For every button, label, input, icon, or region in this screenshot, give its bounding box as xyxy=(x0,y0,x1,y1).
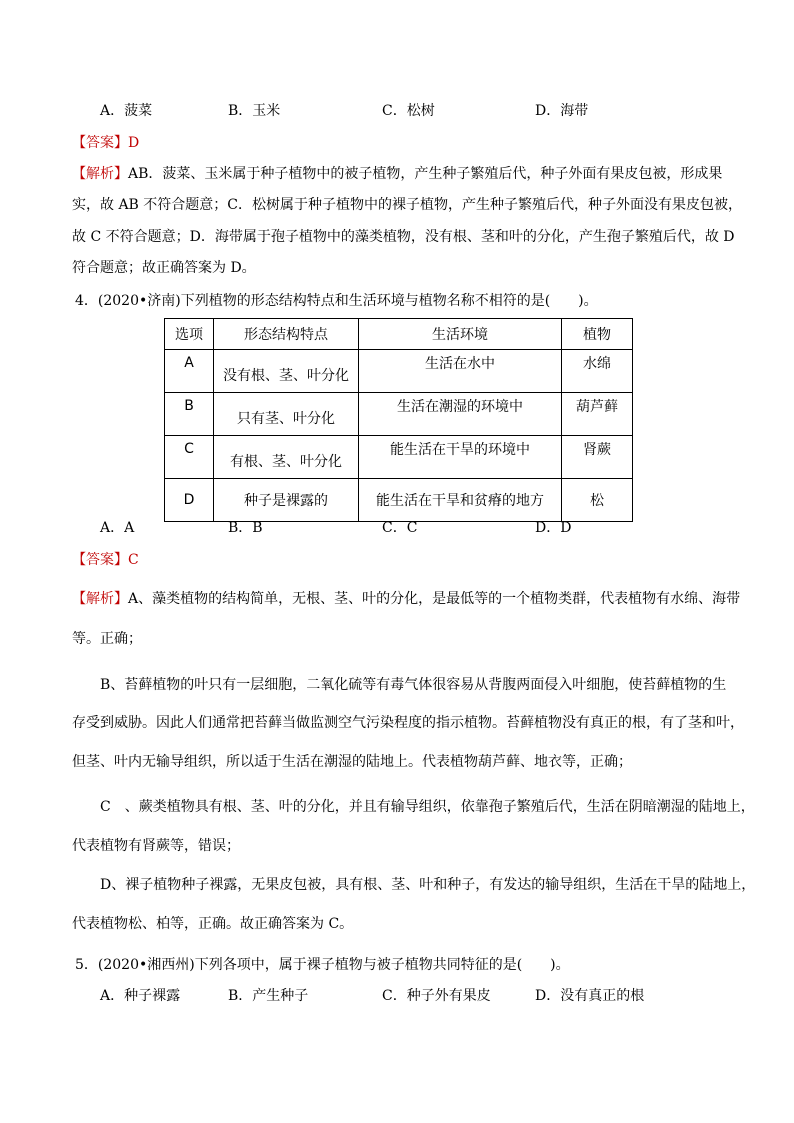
q3-option-c: C．松树 xyxy=(382,103,435,119)
table-cell: D xyxy=(165,479,214,522)
q5-option-d: D．没有真正的根 xyxy=(535,988,645,1004)
q4-answer xyxy=(72,550,139,570)
q4-option-d: D．D xyxy=(535,520,572,536)
table-cell: 生活在潮湿的环境中 xyxy=(359,393,562,436)
q4-analysis-line-2: 等。正确； xyxy=(72,631,142,647)
q5-stem: 5．(2020•湘西州)下列各项中，属于裸子植物与被子植物共同特征的是( )。 xyxy=(75,957,570,973)
q4-option-c: C．C xyxy=(382,520,418,536)
answer-tag: 【答案】 xyxy=(72,135,128,151)
table-cell: 肾蕨 xyxy=(562,436,633,479)
q3-option-a: A．菠菜 xyxy=(100,103,153,119)
q3-option-b: B．玉米 xyxy=(228,103,281,119)
table-header-cell: 植物 xyxy=(562,319,633,350)
table-cell: 只有茎、叶分化 xyxy=(214,393,359,436)
table-cell: B xyxy=(165,393,214,436)
q3-answer xyxy=(72,133,139,153)
q4-analysis-line-3: B、苔藓植物的叶只有一层细胞，二氧化硫等有毒气体很容易从背腹两面侵入叶细胞，使苔藓植物的生 xyxy=(100,677,727,693)
table-cell: 能生活在干旱的环境中 xyxy=(359,436,562,479)
table-cell: 葫芦藓 xyxy=(562,393,633,436)
table-row xyxy=(165,436,633,479)
q4-analysis-line-9: 代表植物松、柏等，正确。故正确答案为 C。 xyxy=(72,916,354,932)
table-cell: 有根、茎、叶分化 xyxy=(214,436,359,479)
q4-option-b: B．B xyxy=(228,520,263,536)
table-row xyxy=(165,479,633,522)
q4-analysis-line-7: 代表植物有肾蕨等，错误； xyxy=(72,838,240,854)
q3-analysis-line-2: 实，故 AB 不符合题意；C．松树属于种子植物中的裸子植物，产生种子繁殖后代，种子外面没有果皮包被， xyxy=(72,197,743,213)
table-cell: C xyxy=(165,436,214,479)
analysis-text: AB．菠菜、玉米属于种子植物中的被子植物，产生种子繁殖后代，种子外面有果皮包被，形成果 xyxy=(128,166,723,182)
analysis-tag: 【解析】 xyxy=(72,166,128,182)
q3-analysis-line-3: 故 C 不符合题意；D．海带属于孢子植物中的藻类植物，没有根、茎和叶的分化，产生孢子繁殖后代，故 D xyxy=(72,229,735,245)
table-header-cell: 选项 xyxy=(165,319,214,350)
q3-analysis-line-4: 符合题意；故正确答案为 D。 xyxy=(72,260,256,276)
q4-option-a: A．A xyxy=(100,520,135,536)
table-cell: 松 xyxy=(562,479,633,522)
table-row xyxy=(165,350,633,393)
q3-option-d: D．海带 xyxy=(535,103,589,119)
analysis-text: A、藻类植物的结构简单，无根、茎、叶的分化，是最低等的一个植物类群，代表植物有水绵、海带 xyxy=(128,591,741,607)
table-cell: 水绵 xyxy=(562,350,633,393)
answer-value: C xyxy=(128,552,139,568)
q4-analysis-line-4: 存受到威胁。因此人们通常把苔藓当做监测空气污染程度的指示植物。苔藓植物没有真正的根，有了茎和叶， xyxy=(72,715,744,731)
q4-analysis-line-1 xyxy=(72,589,740,609)
q4-analysis-line-6: C 、蕨类植物具有根、茎、叶的分化，并且有输导组织，依靠孢子繁殖后代，生活在阴暗潮湿的陆地上， xyxy=(100,799,755,815)
q4-table xyxy=(164,318,633,522)
answer-value: D xyxy=(128,135,140,151)
q4-analysis-line-8: D、裸子植物种子裸露，无果皮包被，具有根、茎、叶和种子，有发达的输导组织，生活在干旱的陆地上， xyxy=(100,877,756,893)
q5-option-b: B．产生种子 xyxy=(228,988,309,1004)
table-cell: 种子是裸露的 xyxy=(214,479,359,522)
table-cell: A xyxy=(165,350,214,393)
table-cell: 能生活在干旱和贫瘠的地方 xyxy=(359,479,562,522)
table-header-row xyxy=(165,319,633,350)
table-cell: 生活在水中 xyxy=(359,350,562,393)
q5-option-a: A．种子裸露 xyxy=(100,988,181,1004)
table-row xyxy=(165,393,633,436)
q4-stem: 4．(2020•济南)下列植物的形态结构特点和生活环境与植物名称不相符的是( )。 xyxy=(75,293,598,309)
table-header-cell: 形态结构特点 xyxy=(214,319,359,350)
analysis-tag: 【解析】 xyxy=(72,591,128,607)
answer-tag: 【答案】 xyxy=(72,552,128,568)
table-cell: 没有根、茎、叶分化 xyxy=(214,350,359,393)
q5-option-c: C．种子外有果皮 xyxy=(382,988,491,1004)
q3-analysis-line-1 xyxy=(72,164,722,184)
q4-analysis-line-5: 但茎、叶内无输导组织，所以适于生活在潮湿的陆地上。代表植物葫芦藓、地衣等，正确； xyxy=(72,754,632,770)
table-header-cell: 生活环境 xyxy=(359,319,562,350)
